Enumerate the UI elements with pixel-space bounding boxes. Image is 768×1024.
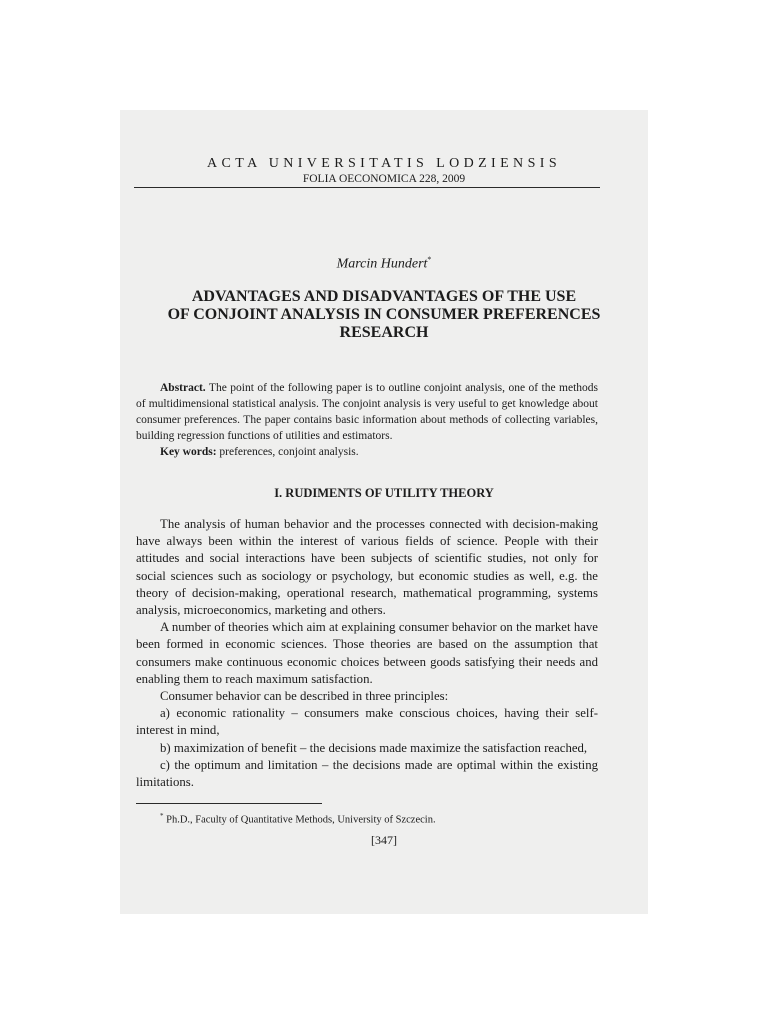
section-heading: I. RUDIMENTS OF UTILITY THEORY (274, 486, 494, 500)
journal-name: ACTA UNIVERSITATIS LODZIENSIS (206, 156, 562, 171)
abstract-label: Abstract. (160, 382, 206, 394)
body-paragraph-3: Consumer behavior can be described in three principles: (160, 689, 449, 704)
author-line (120, 255, 648, 273)
paper-title (130, 288, 638, 342)
page-number: [347] (371, 833, 397, 847)
title-line-2: OF CONJOINT ANALYSIS IN CONSUMER PREFERENCES (167, 306, 601, 323)
list-item-b: b) maximization of benefit – the decisions made maximize the satisfaction reached, (160, 740, 588, 755)
footnote-text: Ph.D., Faculty of Quantitative Methods, University of Szczecin. (166, 814, 436, 826)
body-paragraph-1: The analysis of human behavior and the processes connected with decision-making have always been within the interest of various fields of science. People with their attitudes and social interactions have been subjects of scientific studies, not only for social sciences such as sociology or psychology, but economic studies as well, e.g. the theory of decision-making, operational research, mathematical programming, systems analysis, microeconomics, marketing and others. (136, 517, 598, 618)
body-paragraph-2: A number of theories which aim at explaining consumer behavior on the market have been formed in economic sciences. Those theories are based on the assumption that consumers make continuous economic choices between goods satisfying their needs and enabling them to reach maximum satisfaction. (136, 620, 598, 686)
list-item-a: a) economic rationality – consumers make conscious choices, having their self-interest in mind, (136, 706, 598, 738)
keywords-paragraph (136, 444, 598, 460)
author-name: Marcin Hundert (336, 256, 428, 272)
author-footnote-mark: * (427, 255, 432, 264)
paper-page (120, 110, 648, 914)
title-line-3: RESEARCH (339, 324, 429, 341)
keywords-text: preferences, conjoint analysis. (219, 446, 359, 458)
list-item-c: c) the optimum and limitation – the decisions made are optimal within the existing limitations. (136, 757, 598, 790)
footnote-mark: * (160, 812, 164, 820)
keywords-label: Key words: (160, 446, 217, 458)
abstract-paragraph (136, 380, 598, 444)
header-rule (134, 187, 600, 188)
journal-series: FOLIA OECONOMICA 228, 2009 (302, 173, 466, 185)
body-text (136, 516, 598, 791)
title-line-1: ADVANTAGES AND DISADVANTAGES OF THE USE (191, 288, 577, 305)
footnote (160, 812, 436, 826)
abstract-block (136, 380, 598, 460)
abstract-text: The point of the following paper is to outline conjoint analysis, one of the methods of multidimensional statistical analysis. The conjoint analysis is very useful to get knowledge about consumer preferences. The paper contains basic information about methods of collecting variables, building regression functions of utilities and estimators. (136, 382, 598, 442)
footnote-rule (136, 803, 322, 804)
